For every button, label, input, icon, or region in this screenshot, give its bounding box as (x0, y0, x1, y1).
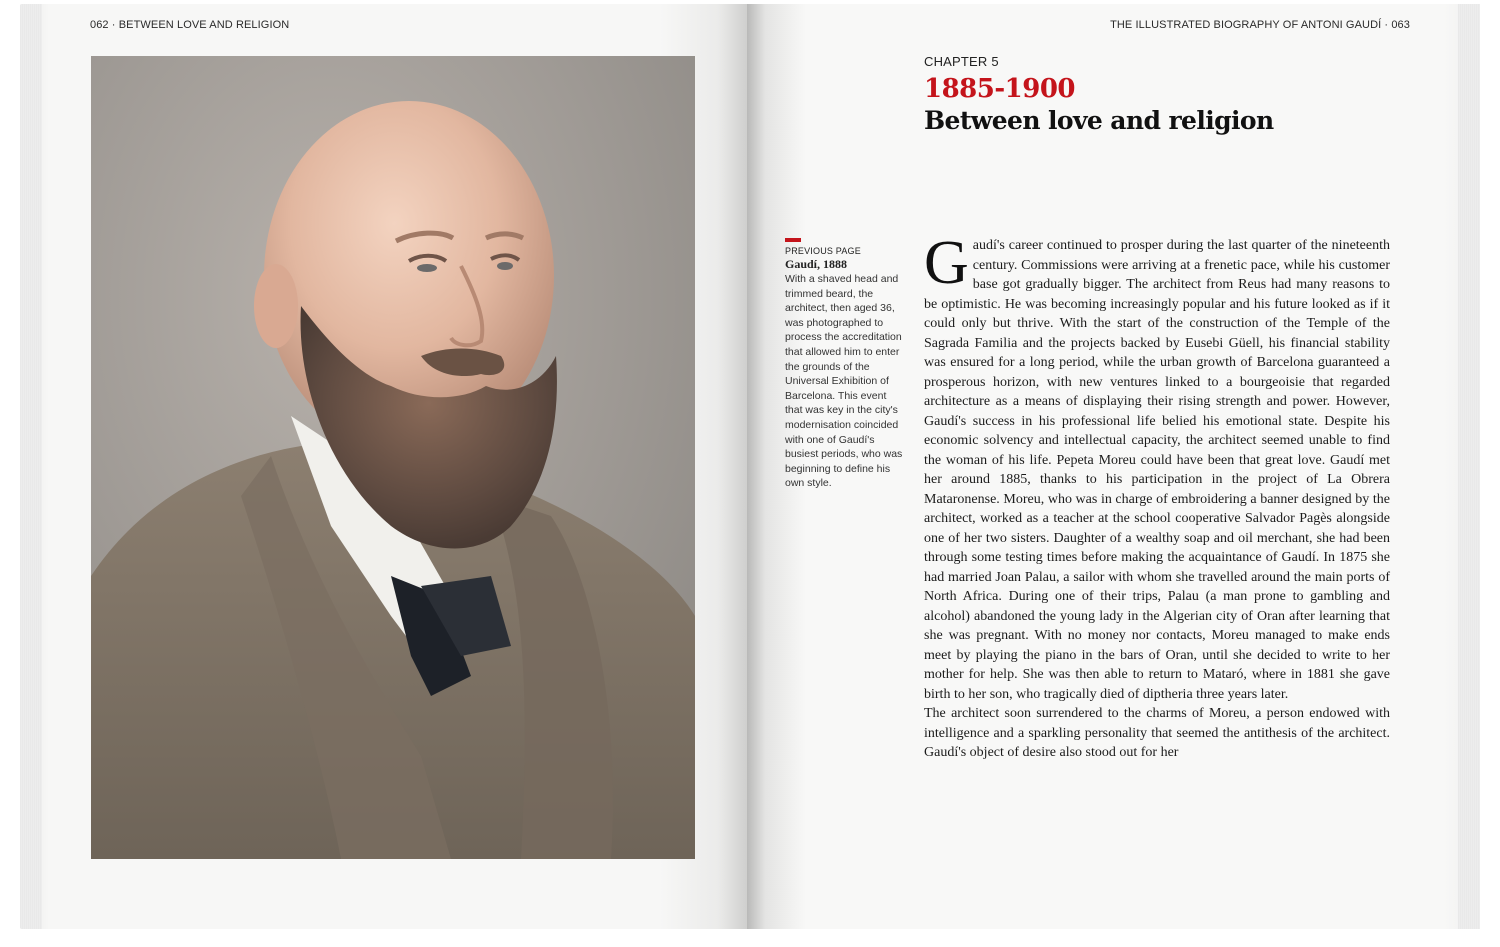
caption-accent-bar (785, 238, 801, 242)
portrait-photo (91, 56, 695, 859)
chapter-label: CHAPTER 5 (924, 54, 999, 69)
paragraph-2: The architect soon surrendered to the charms of Moreu, a person endowed with intelligence and a sparkling personality that seemed the antithesis of the architect. Gaudí's object of desire also stood out for her (924, 706, 1390, 760)
chapter-years: 1885-1900 (924, 74, 1076, 104)
photo-caption (785, 238, 905, 491)
left-running-head: 062 · BETWEEN LOVE AND RELIGION (90, 19, 290, 31)
left-page-edge (20, 4, 42, 929)
right-running-head: THE ILLUSTRATED BIOGRAPHY OF ANTONI GAUDÍ · 063 (1110, 19, 1410, 31)
left-page (20, 4, 747, 929)
paragraph-1-text: audí's career continued to prosper during the last quarter of the nineteenth century. Commissions were arriving at a frenetic pace, while his customer base got gradually bigger. The architect from Reus had many reasons to be optimistic. He was becoming increasingly popular and his future looked as if it could only but thrive. With the start of the construction of the Temple of the Sagrada Familia and the projects backed by Eusebi Güell, his financial stability was ensured for a long period, while the urban growth of Barcelona guaranteed a prosperous horizon, with new ventures linked to a bourgeoisie that regarded architecture as a means of displaying their rising strength and power. However, Gaudí's success in his professional life belied his emotional state. Despite his economic solvency and intellectual capacity, the architect seemed unable to find the woman of his life. Pepeta Moreu could have been that great love. Gaudí met her around 1885, thanks to his participation in the project of La Obrera Mataronense. Moreu, who was in charge of embroidering a banner designed by the architect, worked as a teacher at the school cooperative Salvador Pagès alongside one of her two sisters. Daughter of a wealthy soap and oil merchant, she had been through some testing times before making the acquaintance of Gaudí. In 1875 she had married Joan Palau, a sailor with whom she travelled around the main ports of North Africa. During one of their trips, Palau (a man prone to gambling and alcohol) abandoned the young lady in the Algerian city of Oran after learning that she was pregnant. With no money nor contacts, Moreu managed to make ends meet by playing the piano in the bars of Oran, until she decided to write to her mother for help. She was then able to return to Mataró, where in 1881 she gave birth to her son, who tragically died of diptheria three years later. (924, 238, 1390, 702)
right-page-edge (1458, 4, 1480, 929)
portrait-illustration (91, 56, 695, 859)
caption-kicker: PREVIOUS PAGE (785, 246, 861, 256)
paragraph-1 (924, 229, 1390, 704)
chapter-title: Between love and religion (924, 106, 1274, 135)
drop-cap: G (924, 229, 969, 297)
article-body (924, 229, 1390, 763)
caption-title: Gaudí, 1888 (785, 257, 848, 271)
caption-body: With a shaved head and trimmed beard, the architect, then aged 36, was photographed to process the accreditation that allowed him to enter the grounds of the Universal Exhibition of Barcelona. This event that was key in the city's modernisation coincided with one of Gaudí's busiest periods, who was beginning to define his own style. (785, 273, 903, 490)
